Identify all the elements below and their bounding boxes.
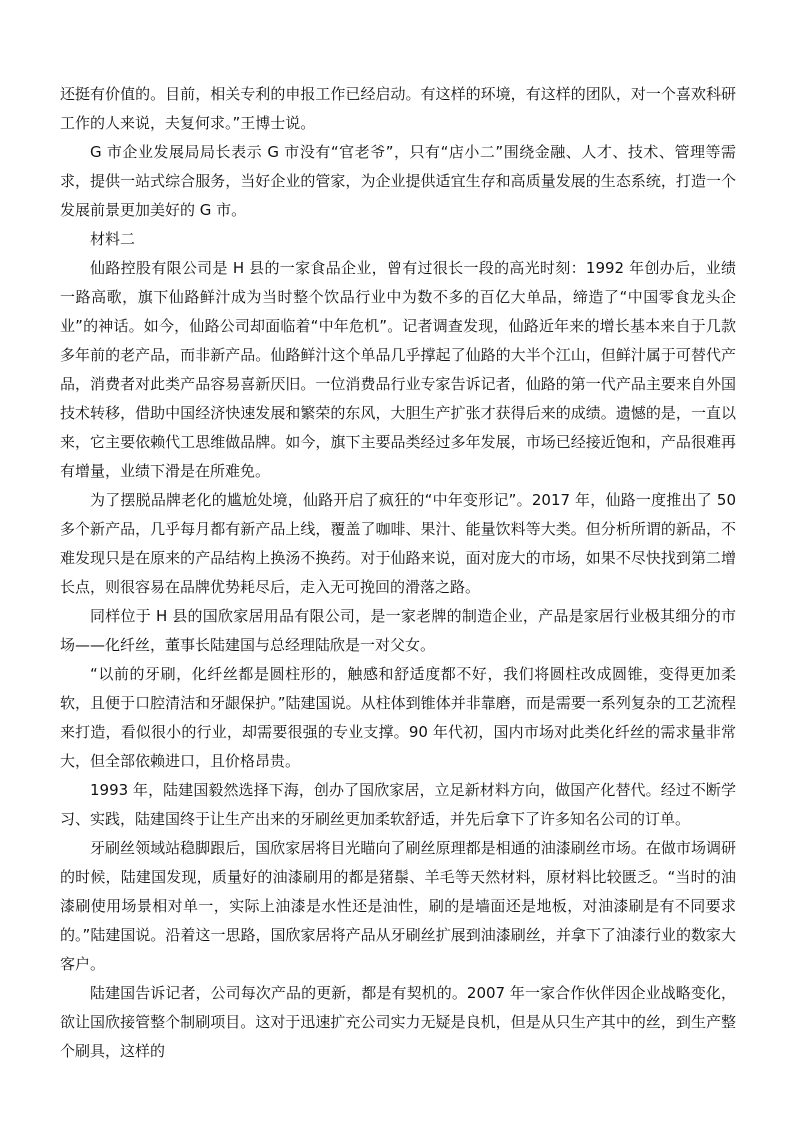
paragraph-product-updates: 陆建国告诉记者，公司每次产品的更新，都是有契机的。2007 年一家合作伙伴因企业战略变化，欲让国欣接管整个制刷项目。这对于迅速扩充公司实力无疑是良机，但是从只生产其中的丝，到生产整个刷具，这样的 [60, 984, 736, 1060]
paragraph-xianlu-transformation: 为了摆脱品牌老化的尴尬处境，仙路开启了疯狂的“中年变形记”。2017 年，仙路一度推出了 50 多个新产品，几乎每月都有新产品上线，覆盖了咖啡、果汁、能量饮料等大类。但分析所谓的新品，不难发现只是在原来的产品结构上换汤不换药。对于仙路来说，面对庞大的市场，如果不尽快找到第二增长点，则很容易在品牌优势耗尽后，走入无可挽回的滑落之路。 [60, 491, 736, 596]
paragraph-g-city-bureau: G 市企业发展局局长表示 G 市没有“官老爷”，只有“店小二”围绕金融、人才、技术、管理等需求，提供一站式综合服务，当好企业的管家，为企业提供适宜生存和高质量发展的生态系统，打造一个发展前景更加美好的 G 市。 [60, 143, 736, 219]
paragraph-continuation: 还挺有价值的。目前，相关专利的申报工作已经启动。有这样的环境，有这样的团队，对一个喜欢科研工作的人来说，夫复何求。”王博士说。 [60, 85, 736, 132]
section-heading-material-two: 材料二 [90, 230, 136, 248]
paragraph-paintbrush-market: 牙刷丝领域站稳脚跟后，国欣家居将目光瞄向了刷丝原理都是相通的油漆刷丝市场。在做市场调研的时候，陆建国发现，质量好的油漆刷用的都是猪鬃、羊毛等天然材料，原材料比较匮乏。“当时的油漆刷使用场景相对单一，实际上油漆是水性还是油性，刷的是墙面还是地板，对油漆刷是有不同要求的。”陆建国说。沿着这一思路，国欣家居将产品从牙刷丝扩展到油漆刷丝，并拿下了油漆行业的数家大客户。 [60, 839, 736, 973]
paragraph-founding-1993: 1993 年，陆建国毅然选择下海，创办了国欣家居，立足新材料方向，做国产化替代。经过不断学习、实践，陆建国终于让生产出来的牙刷丝更加柔软舒适，并先后拿下了许多知名公司的订单。 [60, 781, 736, 828]
paragraph-guoxin-intro: 同样位于 H 县的国欣家居用品有限公司，是一家老牌的制造企业，产品是家居行业极其细分的市场——化纤丝，董事长陆建国与总经理陆欣是一对父女。 [60, 607, 736, 654]
paragraph-xianlu-company: 仙路控股有限公司是 H 县的一家食品企业，曾有过很长一段的高光时刻：1992 年创办后，业绩一路高歌，旗下仙路鲜汁成为当时整个饮品行业中为数不多的百亿大单品，缔造了“中国零食龙头企业”的神话。如今，仙路公司却面临着“中年危机”。记者调查发现，仙路近年来的增长基本来自于几款多年前的老产品，而非新产品。仙路鲜汁这个单品几乎撑起了仙路的大半个江山，但鲜汁属于可替代产品，消费者对此类产品容易喜新厌旧。一位消费品行业专家告诉记者，仙路的第一代产品主要来自外国技术转移，借助中国经济快速发展和繁荣的东风，大胆生产扩张才获得后来的成绩。遗憾的是，一直以来，它主要依赖代工思维做品牌。如今，旗下主要品类经过多年发展，市场已经接近饱和，产品很难再有增量，业绩下滑是在所难免。 [60, 259, 736, 480]
paragraph-toothbrush-quote: “以前的牙刷，化纤丝都是圆柱形的，触感和舒适度都不好，我们将圆柱改成圆锥，变得更加柔软，且便于口腔清洁和牙龈保护。”陆建国说。从柱体到锥体并非靠磨，而是需要一系列复杂的工艺流程来打造，看似很小的行业，却需要很强的专业支撑。90 年代初，国内市场对此类化纤丝的需求量非常大，但全部依赖进口，且价格昂贵。 [60, 665, 736, 770]
